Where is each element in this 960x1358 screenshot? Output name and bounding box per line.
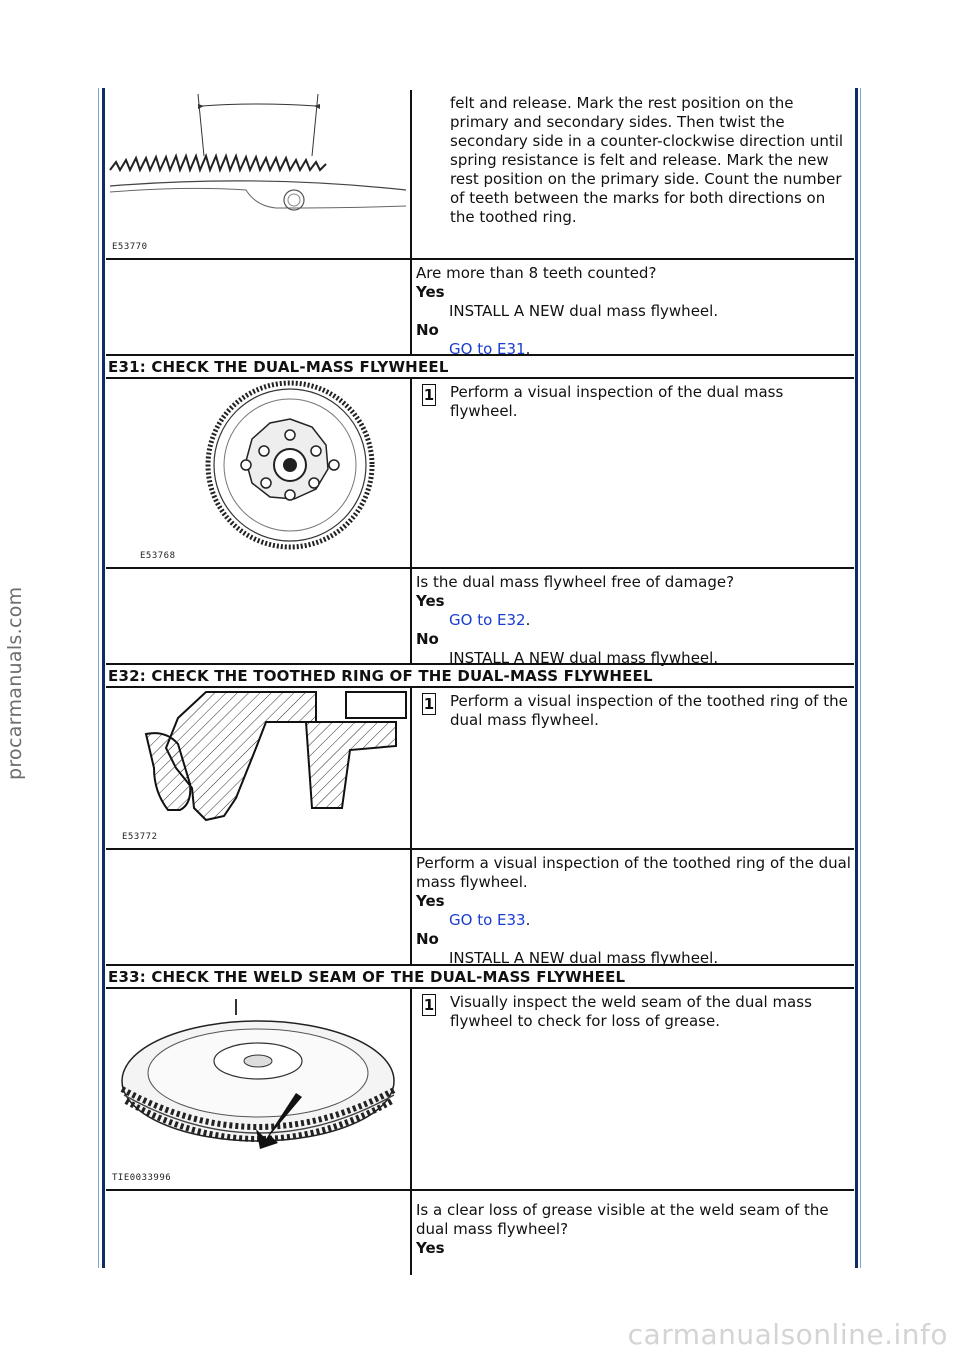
answer-yes-line <box>416 911 852 930</box>
empty-image-cell <box>106 1191 412 1275</box>
answer-no-label: No <box>416 321 439 339</box>
empty-image-cell <box>106 260 412 354</box>
table-row <box>106 260 854 356</box>
section-heading-e32: E32: CHECK THE TOOTHED RING OF THE DUAL-MASS FLYWHEEL <box>106 663 854 688</box>
step-cell <box>412 379 854 567</box>
answer-yes-line <box>416 611 852 630</box>
ring-section-icon <box>106 688 410 848</box>
table-row <box>106 850 854 966</box>
table-row <box>106 1191 854 1275</box>
flywheel-side-icon <box>106 989 410 1189</box>
table-row <box>106 989 854 1191</box>
section-heading-e31: E31: CHECK THE DUAL-MASS FLYWHEEL <box>106 354 854 379</box>
step-item <box>416 383 852 421</box>
step-text: Perform a visual inspection of the dual mass flywheel. <box>450 383 784 420</box>
question-text: Are more than 8 teeth counted? <box>416 264 657 282</box>
flywheel-front-illustration <box>106 379 412 567</box>
bottom-watermark: carmanualsonline.info <box>627 1318 948 1351</box>
step-cell <box>412 688 854 848</box>
question-text: Is a clear loss of grease visible at the weld seam of the dual mass flywheel? <box>416 1201 829 1238</box>
answer-yes-label: Yes <box>416 592 445 610</box>
table-row <box>106 90 854 260</box>
answer-yes-label: Yes <box>416 283 445 301</box>
punctuation: . <box>525 611 531 629</box>
answer-yes-label: Yes <box>416 1239 445 1257</box>
answer-yes-label: Yes <box>416 892 445 910</box>
step-text: Visually inspect the weld seam of the dual mass flywheel to check for loss of grease. <box>450 993 812 1030</box>
table-row <box>106 569 854 665</box>
left-rule-thin <box>98 88 99 1268</box>
question-cell <box>412 260 854 358</box>
step-number-box: 1 <box>423 386 435 404</box>
weld-seam-illustration <box>106 989 412 1189</box>
answer-no-label: No <box>416 630 439 648</box>
step-item <box>416 692 852 730</box>
step-number-box: 1 <box>423 695 435 713</box>
step-text: Perform a visual inspection of the toothed ring of the dual mass flywheel. <box>450 692 848 729</box>
step-cell <box>412 989 854 1189</box>
question-text: Is the dual mass flywheel free of damage? <box>416 573 735 591</box>
punctuation: . <box>525 911 531 929</box>
ring-gear-icon <box>106 90 410 258</box>
image-code: E53772 <box>122 832 158 842</box>
question-text: Perform a visual inspection of the toothed ring of the dual mass flywheel. <box>416 854 851 891</box>
toothed-ring-section-illustration <box>106 688 412 848</box>
answer-no-label: No <box>416 930 439 948</box>
step-continuation-text: felt and release. Mark the rest position on the primary and secondary sides. Then twist the secondary side in a counter-clockwise direction until spring resistance is felt and release. Mark the new rest position on the primary side. Count the number of teeth between the marks for both directions on the toothed ring. <box>450 94 844 226</box>
left-rule-thick <box>102 88 105 1268</box>
goto-e32-link[interactable]: GO to E32 <box>449 611 526 629</box>
step-number-box: 1 <box>423 996 435 1014</box>
punctuation: . <box>525 340 531 358</box>
question-cell <box>412 850 854 967</box>
side-watermark: procarmanuals.com <box>4 586 26 780</box>
empty-image-cell <box>106 569 412 663</box>
question-cell <box>412 569 854 667</box>
table-row <box>106 688 854 850</box>
table-row <box>106 379 854 569</box>
answer-no-text: INSTALL A NEW dual mass flywheel. <box>449 649 719 667</box>
right-rule-thin <box>860 88 861 1268</box>
goto-e31-link[interactable]: GO to E31 <box>449 340 526 358</box>
step-item <box>416 993 852 1031</box>
image-code: E53768 <box>140 551 176 561</box>
right-rule-thick <box>855 88 858 1268</box>
procedure-table <box>106 90 854 1275</box>
goto-e33-link[interactable]: GO to E33 <box>449 911 526 929</box>
answer-no-text: INSTALL A NEW dual mass flywheel. <box>449 949 719 967</box>
toothed-ring-marks-illustration <box>106 90 412 258</box>
answer-no-line <box>416 340 852 359</box>
flywheel-icon <box>106 379 410 567</box>
image-code: E53770 <box>112 242 148 252</box>
section-heading-e33: E33: CHECK THE WELD SEAM OF THE DUAL-MASS FLYWHEEL <box>106 964 854 989</box>
question-cell <box>412 1191 854 1275</box>
image-code: TIE0033996 <box>112 1173 172 1183</box>
answer-yes-text: INSTALL A NEW dual mass flywheel. <box>449 302 719 320</box>
empty-image-cell <box>106 850 412 964</box>
